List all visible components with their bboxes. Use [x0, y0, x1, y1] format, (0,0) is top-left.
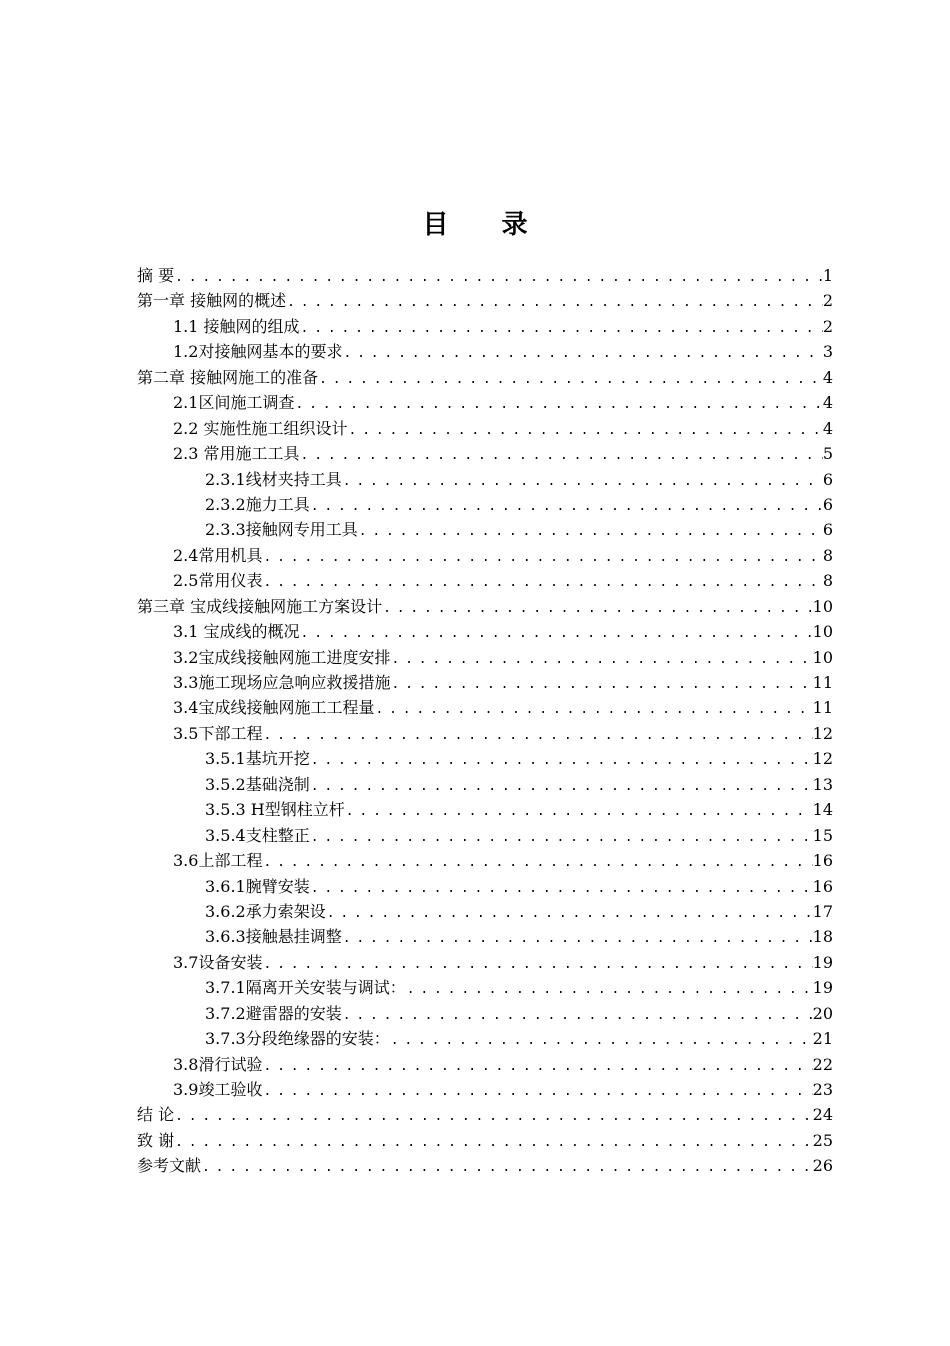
- toc-entry-page-number: 3: [822, 342, 833, 362]
- toc-entry-page-number: 23: [812, 1080, 833, 1099]
- toc-entry[interactable]: [137, 695, 833, 720]
- toc-entry-page-number: 4: [822, 367, 833, 387]
- toc-dot-leader: [348, 418, 823, 441]
- toc-dot-leader: [286, 290, 823, 313]
- toc-entry-label: 3.3施工现场应急响应救援措施: [173, 673, 391, 692]
- toc-entry-page-number: 8: [822, 545, 833, 565]
- toc-title: 目 录: [422, 210, 550, 240]
- toc-entry-label: 第一章 接触网的概述: [137, 291, 287, 311]
- toc-entry-page-number: 4: [822, 393, 833, 413]
- toc-entry[interactable]: [137, 543, 833, 568]
- toc-entry-page-number: 25: [812, 1130, 833, 1150]
- toc-dot-leader: [406, 977, 813, 1000]
- toc-dot-leader: [300, 316, 823, 339]
- toc-dot-leader: [345, 799, 813, 822]
- toc-entry-page-number: 18: [812, 927, 833, 947]
- toc-entry-page-number: 12: [812, 723, 833, 743]
- toc-entry-page-number: 14: [812, 800, 833, 820]
- toc-entry-page-number: 26: [812, 1156, 833, 1176]
- toc-entry-page-number: 19: [812, 978, 833, 998]
- toc-entry[interactable]: [137, 492, 833, 517]
- toc-entry-page-number: 10: [812, 622, 833, 642]
- toc-entry-label: 第三章 宝成线接触网施工方案设计: [137, 596, 383, 616]
- table-of-contents: [137, 263, 833, 1179]
- toc-entry-label: 3.4宝成线接触网施工工程量: [173, 698, 375, 718]
- toc-entry-page-number: 6: [822, 469, 833, 489]
- toc-dot-leader: [262, 1054, 812, 1077]
- toc-dot-leader: [318, 367, 823, 390]
- toc-entry-page-number: 16: [812, 876, 833, 896]
- toc-entry-page-number: 10: [812, 596, 833, 616]
- toc-dot-leader: [310, 748, 813, 771]
- toc-entry-page-number: 11: [812, 698, 833, 718]
- toc-entry-label: 2.2 实施性施工组织设计: [173, 418, 348, 438]
- toc-entry-page-number: 2: [822, 291, 833, 311]
- toc-dot-leader: [300, 443, 823, 466]
- toc-entry[interactable]: [137, 1153, 833, 1178]
- toc-entry-label: 结 论: [137, 1105, 175, 1125]
- toc-entry[interactable]: [137, 848, 833, 873]
- toc-entry-label: 2.3.2施力工具: [205, 494, 310, 514]
- toc-entry[interactable]: [137, 823, 833, 848]
- toc-entry[interactable]: [137, 950, 833, 975]
- toc-entry[interactable]: [137, 339, 833, 364]
- toc-entry-label: 3.1 宝成线的概况: [173, 622, 300, 642]
- toc-entry-label: 致 谢: [137, 1130, 175, 1150]
- toc-entry[interactable]: [137, 568, 833, 593]
- toc-entry-label: 3.5下部工程: [173, 723, 263, 743]
- toc-entry-label: 2.3.3接触网专用工具: [205, 520, 358, 540]
- toc-entry[interactable]: [137, 467, 833, 492]
- toc-entry[interactable]: [137, 645, 833, 670]
- toc-entry-page-number: 6: [822, 520, 833, 540]
- toc-dot-leader: [201, 1155, 813, 1178]
- toc-dot-leader: [342, 341, 822, 364]
- toc-entry-label: 3.7.3分段绝缘器的安装：: [205, 1029, 390, 1049]
- toc-entry[interactable]: [137, 416, 833, 441]
- toc-dot-leader: [174, 1104, 813, 1127]
- toc-entry-label: 3.6上部工程: [173, 851, 263, 871]
- toc-entry-page-number: 19: [812, 952, 833, 972]
- toc-entry[interactable]: [137, 1102, 833, 1127]
- toc-entry-label: 3.5.1基坑开挖: [205, 749, 310, 769]
- toc-entry-label: 3.6.1腕臂安装: [205, 876, 310, 896]
- toc-dot-leader: [342, 469, 823, 492]
- toc-entry-page-number: 5: [822, 444, 833, 464]
- toc-dot-leader: [374, 697, 812, 720]
- toc-dot-leader: [262, 1079, 812, 1102]
- toc-entry-label: 参考文献: [137, 1156, 202, 1176]
- toc-entry-page-number: 15: [812, 825, 833, 845]
- toc-entry-label: 3.5.4支柱整正: [205, 825, 310, 845]
- toc-dot-leader: [294, 392, 822, 415]
- toc-entry-page-number: 2: [822, 316, 833, 336]
- toc-entry[interactable]: [137, 1077, 833, 1102]
- toc-entry-label: 2.5常用仪表: [173, 571, 263, 591]
- toc-entry-label: 2.1区间施工调查: [173, 393, 295, 413]
- toc-entry-label: 2.3 常用施工工具: [173, 444, 300, 464]
- toc-entry-label: 3.7设备安装: [173, 952, 263, 972]
- toc-entry-page-number: 10: [812, 647, 833, 667]
- toc-entry-page-number: 17: [812, 901, 833, 921]
- toc-entry-label: 3.6.3接触悬挂调整: [205, 927, 342, 947]
- toc-entry-label: 3.7.2避雷器的安装: [205, 1003, 342, 1023]
- toc-dot-leader: [390, 672, 812, 695]
- toc-entry-label: 3.2宝成线接触网施工进度安排: [173, 647, 391, 667]
- toc-dot-leader: [174, 265, 823, 288]
- toc-entry[interactable]: [137, 365, 833, 390]
- toc-entry[interactable]: [137, 1128, 833, 1153]
- toc-entry-label: 3.5.2基础浇制: [205, 774, 310, 794]
- toc-entry[interactable]: [137, 288, 833, 313]
- toc-entry[interactable]: [137, 975, 833, 1000]
- toc-dot-leader: [262, 723, 812, 746]
- toc-dot-leader: [310, 494, 823, 517]
- toc-entry[interactable]: [137, 746, 833, 771]
- toc-entry[interactable]: [137, 517, 833, 542]
- toc-entry-label: 第二章 接触网施工的准备: [137, 367, 319, 387]
- toc-dot-leader: [300, 621, 813, 644]
- toc-entry-page-number: 1: [822, 266, 833, 285]
- toc-entry[interactable]: [137, 1026, 833, 1051]
- toc-dot-leader: [358, 519, 823, 542]
- toc-entry[interactable]: [137, 263, 833, 288]
- toc-dot-leader: [174, 1130, 813, 1153]
- toc-entry[interactable]: [137, 797, 833, 822]
- toc-entry-label: 3.9竣工验收: [173, 1080, 263, 1099]
- toc-entry-label: 3.5.3 H型钢柱立杆: [205, 800, 345, 820]
- toc-entry-page-number: 12: [812, 749, 833, 769]
- toc-entry-page-number: 21: [812, 1029, 833, 1049]
- toc-dot-leader: [390, 647, 812, 670]
- toc-dot-leader: [262, 570, 822, 593]
- toc-dot-leader: [342, 1003, 813, 1026]
- toc-dot-leader: [262, 952, 812, 975]
- toc-entry[interactable]: [137, 619, 833, 644]
- toc-entry[interactable]: [137, 721, 833, 746]
- toc-entry-label: 3.8滑行试验: [173, 1054, 263, 1074]
- toc-entry-page-number: 24: [812, 1105, 833, 1125]
- toc-entry-page-number: 13: [812, 774, 833, 794]
- toc-dot-leader: [342, 926, 813, 949]
- toc-dot-leader: [310, 876, 813, 899]
- toc-entry-label: 1.1 接触网的组成: [173, 316, 300, 336]
- toc-entry[interactable]: [137, 772, 833, 797]
- toc-dot-leader: [382, 596, 813, 619]
- toc-entry[interactable]: [137, 594, 833, 619]
- toc-entry[interactable]: [137, 924, 833, 949]
- toc-entry-label: 摘 要: [137, 266, 175, 285]
- toc-entry-label: 1.2对接触网基本的要求: [173, 342, 343, 362]
- toc-entry-label: 2.4常用机具: [173, 545, 263, 565]
- toc-dot-leader: [390, 1028, 813, 1051]
- toc-entry[interactable]: [137, 1052, 833, 1077]
- toc-dot-leader: [262, 850, 812, 873]
- toc-entry-page-number: 22: [812, 1054, 833, 1074]
- toc-entry-page-number: 4: [822, 418, 833, 438]
- toc-entry[interactable]: [137, 1001, 833, 1026]
- toc-entry[interactable]: [137, 874, 833, 899]
- toc-dot-leader: [326, 901, 813, 924]
- toc-entry-page-number: 11: [812, 673, 833, 692]
- toc-entry[interactable]: [137, 670, 833, 695]
- toc-entry-page-number: 16: [812, 851, 833, 871]
- toc-dot-leader: [310, 774, 813, 797]
- toc-entry-page-number: 6: [822, 494, 833, 514]
- toc-entry-label: 2.3.1线材夹持工具: [205, 469, 342, 489]
- toc-entry-label: 3.7.1隔离开关安装与调试：: [205, 978, 406, 998]
- toc-dot-leader: [262, 545, 822, 568]
- toc-entry[interactable]: [137, 314, 833, 339]
- toc-entry-page-number: 20: [812, 1003, 833, 1023]
- toc-entry[interactable]: [137, 441, 833, 466]
- toc-entry-page-number: 8: [822, 571, 833, 591]
- toc-entry[interactable]: [137, 390, 833, 415]
- toc-entry-label: 3.6.2承力索架设: [205, 901, 326, 921]
- toc-dot-leader: [310, 825, 813, 848]
- toc-entry[interactable]: [137, 899, 833, 924]
